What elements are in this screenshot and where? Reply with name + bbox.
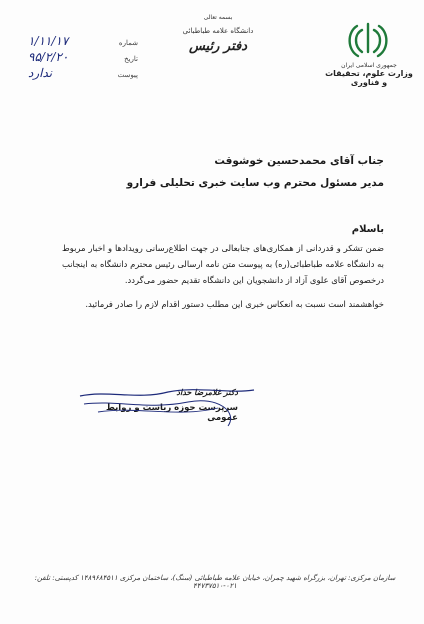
addressee-title: مدیر مسئول محترم وب سایت خبری تحلیلی فرارو [126,177,384,189]
body-paragraph-2: خواهشمند است نسبت به انعکاس خبری این مطلب دستور اقدام لازم را صادر فرمائید. [85,299,384,309]
meta-date-value: ۹۵/۲/۲۰ [28,50,69,64]
office-title: دفتر رئیس [188,39,248,54]
signer-title: سرپرست حوزه ریاست و روابط عمومی [106,403,238,423]
ministry-line-2: وزارت علوم، تحقیقات و فناوری [325,69,413,87]
letterhead-footer: سازمان مرکزی: تهران، بزرگراه شهید چمران، خیابان علامه طباطبائی (سنگ)، ساختمان مرکزی ۱۴۸۹۶۸۴۵۱۱ کدپستی: تلفن: ۰۲۱-۴۴۷۳۷۵۱۰ [34,574,396,590]
greeting: باسلام [351,224,384,235]
meta-number-value: ۱/۱۱/۱۷ [28,34,69,48]
handwritten-signature-icon [78,382,258,432]
meta-attachment-label: پیوست [117,71,138,79]
bismillah: بسمه تعالی [203,14,233,21]
university-name: دانشگاه علامه طباطبائی [182,27,254,35]
meta-attachment-value: ندارد [28,66,53,80]
meta-attachment-row [28,66,138,82]
signature-block [82,388,238,423]
meta-date-row [28,50,138,66]
addressee-block [84,150,384,194]
body-paragraph-1: ضمن تشکر و قدردانی از همکاری‌های جنابعالی در جهت اطلاع‌رسانی رویدادها و اخبار مربوط به دانشگاه علامه طباطبائی(ره) به پیوست متن نامه ارسالی رئیس محترم دانشگاه به اینجانب درخصوص آقای علوی آزاد از دانشجویان این دانشگاه تقدیم حضور می‌گردد. [62,243,384,285]
meta-number-label: شماره [118,39,138,47]
meta-number-row [28,34,138,50]
national-emblem-icon [346,20,390,60]
ministry-line-1: جمهوری اسلامی ایران [341,62,397,69]
office-wordmark [178,14,258,54]
letter-meta [28,34,138,82]
ministry-name [322,62,416,87]
meta-date-label: تاریخ [124,55,138,63]
signer-name: دکتر غلامرضا حداد [176,388,238,397]
letter-body [62,222,384,312]
addressee-name: جناب آقای محمدحسین خوشوقت [214,155,384,167]
